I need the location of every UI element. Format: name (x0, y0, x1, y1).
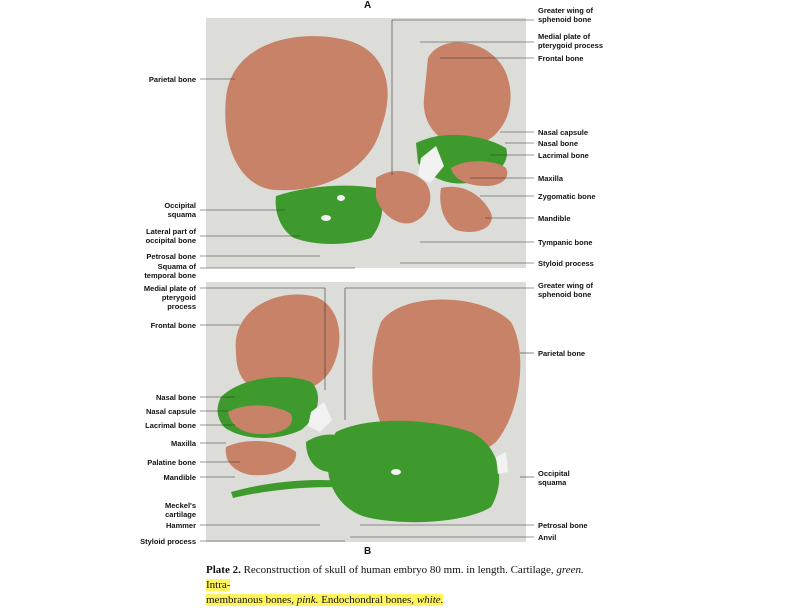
label-b-meckels-cartilage: Meckel's cartilage (165, 501, 196, 519)
caption-lead: Plate 2. (206, 564, 241, 576)
caption-text-1: Reconstruction of skull of human embryo 80 mm. in length. Cartilage, (243, 564, 554, 576)
label-a-zygomatic-bone: Zygomatic bone (538, 192, 596, 201)
label-a-tympanic-bone: Tympanic bone (538, 238, 593, 247)
label-b-hammer: Hammer (165, 521, 196, 530)
label-b-parietal-bone: Parietal bone (538, 349, 586, 358)
label-b-lacrimal-bone: Lacrimal bone (145, 421, 196, 430)
caption-highlight-2: membranous bones, pink. Endochondral bones, white. (206, 594, 444, 606)
photo-panel-b (206, 282, 526, 542)
label-b-styloid-process: Styloid process (140, 537, 196, 546)
label-b-maxilla: Maxilla (170, 439, 196, 448)
label-b-anvil: Anvil (538, 533, 557, 542)
label-a-lateral-occipital: Lateral part of occipital bone (145, 227, 196, 245)
caption-highlight-1: Intra- (206, 579, 231, 591)
label-a-frontal-bone: Frontal bone (538, 54, 584, 63)
label-b-nasal-bone: Nasal bone (155, 393, 196, 402)
label-a-nasal-capsule: Nasal capsule (538, 128, 589, 137)
label-b-nasal-capsule: Nasal capsule (145, 407, 196, 416)
label-a-squama-temporal: Squama of temporal bone (144, 262, 196, 280)
label-a-nasal-bone: Nasal bone (538, 139, 579, 148)
label-a-lacrimal-bone: Lacrimal bone (538, 151, 589, 160)
label-a-greater-wing: Greater wing of sphenoid bone (538, 6, 594, 24)
panel-letter-b: B (364, 546, 372, 557)
label-a-occipital-squama: Occipital squama (164, 201, 196, 219)
label-a-maxilla: Maxilla (538, 174, 564, 183)
caption-green: green. (556, 564, 584, 576)
label-a-mandible: Mandible (538, 214, 571, 223)
label-a-medial-plate: Medial plate of pterygoid process (538, 32, 604, 50)
photo-panel-a (206, 18, 526, 268)
label-b-greater-wing: Greater wing of sphenoid bone (538, 281, 594, 299)
label-b-petrosal-bone: Petrosal bone (538, 521, 588, 530)
label-b-occipital-squama: Occipital squama (538, 469, 570, 487)
plate-caption (206, 563, 586, 608)
label-a-petrosal-bone: Petrosal bone (146, 252, 196, 261)
label-b-mandible: Mandible (163, 473, 196, 482)
panel-letter-a: A (364, 0, 372, 11)
label-a-parietal-bone: Parietal bone (148, 75, 196, 84)
label-b-frontal-bone: Frontal bone (150, 321, 196, 330)
label-a-styloid-process: Styloid process (538, 259, 594, 268)
label-b-medial-plate: Medial plate of pterygoid process (143, 284, 196, 311)
label-b-palatine-bone: Palatine bone (147, 458, 196, 467)
